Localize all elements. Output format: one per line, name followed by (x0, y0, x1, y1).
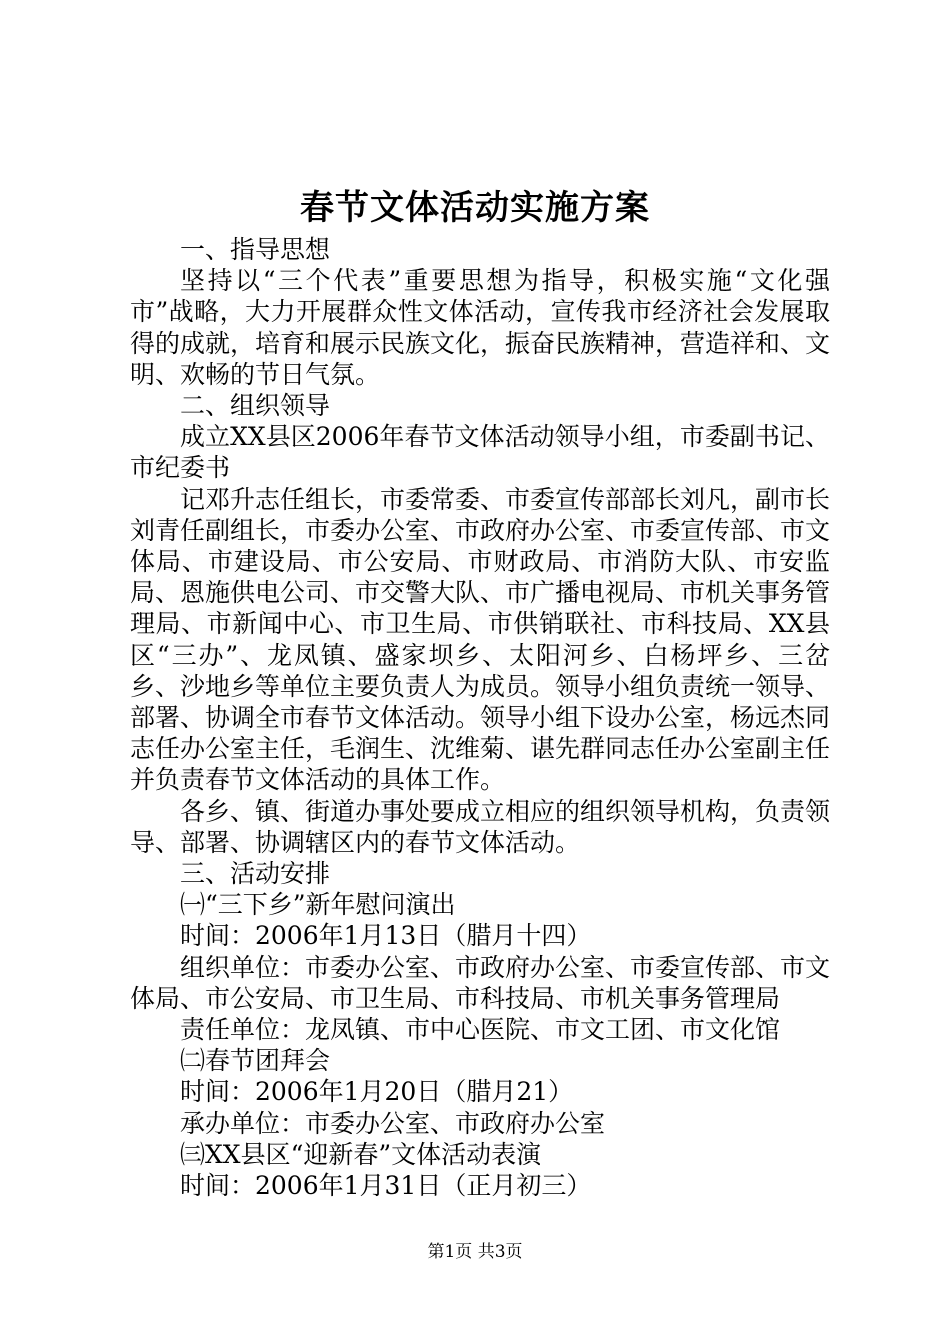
paragraph: 组织单位：市委办公室、市政府办公室、市委宣传部、市文体局、市公安局、市卫生局、市科技局、市机关事务管理局 (130, 952, 831, 1013)
sub-heading: ㈢XX县区“迎新春”文体活动表演 (180, 1139, 542, 1169)
section-heading: 三、活动安排 (180, 859, 331, 889)
paragraph: 坚持以“三个代表”重要思想为指导，积极实施“文化强市”战略，大力开展群众性文体活动，宣传我市经济社会发展取得的成就，培育和展示民族文化，振奋民族精神，营造祥和、文明、欢畅的节日气氛。 (130, 266, 831, 389)
paragraph: 时间：2006年1月13日（腊月十四） (180, 921, 592, 951)
paragraph: 成立XX县区2006年春节文体活动领导小组，市委副书记、市纪委书 (130, 422, 830, 483)
page-footer: 第1页 共3页 (427, 1242, 523, 1262)
sub-heading: ㈠“三下乡”新年慰问演出 (180, 890, 456, 920)
paragraph: 各乡、镇、街道办事处要成立相应的组织领导机构，负责领导、部署、协调辖区内的春节文体活动。 (130, 796, 831, 857)
section-heading: 一、指导思想 (180, 235, 331, 264)
paragraph: 记邓升志任组长，市委常委、市委宣传部部长刘凡，副市长刘青任副组长，市委办公室、市政府办公室、市委宣传部、市文体局、市建设局、市公安局、市财政局、市消防大队、市安监局、恩施供电公司、市交警大队、市广播电视局、市机关事务管理局、市新闻中心、市卫生局、市供销联社、市科技局、XX县区“三办”、龙凤镇、盛家坝乡、太阳河乡、白杨坪乡、三岔乡、沙地乡等单位主要负责人为成员。领导小组负责统一领导、部署、协调全市春节文体活动。领导小组下设办公室，杨远杰同志任办公室主任，毛润生、沈维菊、谌先群同志任办公室副主任并负责春节文体活动的具体工作。 (130, 484, 831, 795)
paragraph: 承办单位：市委办公室、市政府办公室 (180, 1108, 606, 1138)
sub-heading: ㈡春节团拜会 (180, 1046, 331, 1076)
section-heading: 二、组织领导 (180, 391, 331, 421)
document-body (130, 234, 830, 1201)
paragraph: 责任单位：龙凤镇、市中心医院、市文工团、市文化馆 (180, 1015, 781, 1045)
paragraph: 时间：2006年1月20日（腊月21） (180, 1077, 574, 1107)
document-title: 春节文体活动实施方案 (300, 188, 650, 228)
paragraph: 时间：2006年1月31日（正月初三） (180, 1171, 592, 1201)
